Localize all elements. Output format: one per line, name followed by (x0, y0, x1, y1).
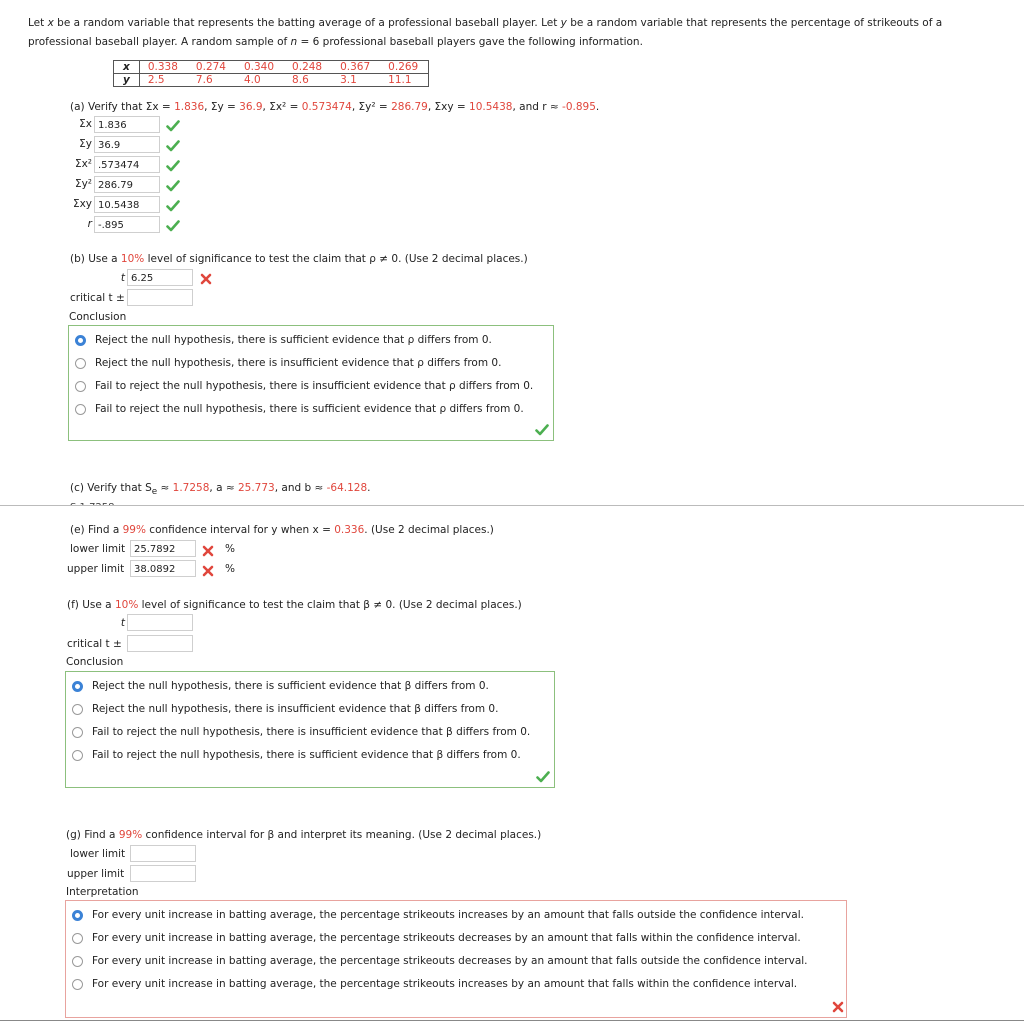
radio[interactable] (72, 727, 83, 738)
percent-unit: % (225, 563, 235, 575)
conclusion-option[interactable]: Fail to reject the null hypothesis, there is sufficient evidence that ρ differs from 0. (75, 401, 524, 417)
sum-x-label: Σx (79, 118, 92, 130)
conclusion-panel-f (65, 671, 555, 788)
x-cell: 0.340 (236, 61, 284, 74)
interpretation-option[interactable]: For every unit increase in batting average, the percentage strikeouts decreases by an amount that falls within the confidence interval. (72, 930, 801, 946)
bottom-divider (0, 1020, 1024, 1021)
part-f-question: (f) Use a 10% level of significance to test the claim that β ≠ 0. (Use 2 decimal places.) (67, 599, 522, 611)
interpretation-option[interactable]: For every unit increase in batting average, the percentage strikeouts decreases by an amount that falls outside the confidence interval. (72, 953, 808, 969)
t-label: t (120, 272, 125, 284)
check-icon (536, 770, 550, 784)
check-icon (166, 199, 180, 213)
radio[interactable] (72, 750, 83, 761)
part-a-question: (a) Verify that Σx = 1.836, Σy = 36.9, Σx² = 0.573474, Σy² = 286.79, Σxy = 10.5438, and r ≈ -0.895. (70, 101, 600, 113)
upper-limit-label: upper limit (67, 868, 125, 880)
lower-limit-input[interactable]: 25.7892 (130, 540, 196, 557)
interpretation-label: Interpretation (66, 886, 139, 898)
y-header: y (114, 74, 140, 87)
critical-t-input[interactable] (127, 289, 193, 306)
sum-xy-input[interactable]: 10.5438 (94, 196, 160, 213)
upper-limit-input[interactable] (130, 865, 196, 882)
lower-limit-input[interactable] (130, 845, 196, 862)
x-icon (832, 1001, 844, 1013)
check-icon (535, 423, 549, 437)
y-cell: 11.1 (380, 74, 429, 87)
x-cell: 0.367 (332, 61, 380, 74)
upper-limit-input[interactable]: 38.0892 (130, 560, 196, 577)
interpretation-option[interactable]: For every unit increase in batting average, the percentage strikeouts increases by an amount that falls outside the confidence interval. (72, 907, 804, 923)
conclusion-option[interactable]: Fail to reject the null hypothesis, there is insufficient evidence that β differs from 0. (72, 724, 530, 740)
part-c-question: (c) Verify that $S_e \approx 1.7258$, a ≈ 25.773, and b ≈ -64.128. (70, 482, 371, 498)
radio[interactable] (75, 358, 86, 369)
check-icon (166, 179, 180, 193)
sum-y-label: Σy (79, 138, 92, 150)
conclusion-option[interactable]: Reject the null hypothesis, there is insufficient evidence that β differs from 0. (72, 701, 498, 717)
y-cell: 4.0 (236, 74, 284, 87)
sum-y2-input[interactable]: 286.79 (94, 176, 160, 193)
y-row (114, 74, 429, 87)
radio-selected[interactable] (75, 335, 86, 346)
radio[interactable] (72, 956, 83, 967)
check-icon (166, 159, 180, 173)
upper-limit-label: upper limit (67, 563, 125, 575)
conclusion-option[interactable]: Reject the null hypothesis, there is sufficient evidence that ρ differs from 0. (75, 332, 492, 348)
part-b-question: (b) Use a 10% level of significance to test the claim that ρ ≠ 0. (Use 2 decimal places.) (70, 253, 528, 265)
sum-y2-label: Σy² (74, 178, 92, 190)
part-g-question: (g) Find a 99% confidence interval for β and interpret its meaning. (Use 2 decimal places.) (66, 829, 542, 841)
t-input[interactable] (127, 614, 193, 631)
radio[interactable] (75, 381, 86, 392)
y-cell: 3.1 (332, 74, 380, 87)
radio-selected[interactable] (72, 910, 83, 921)
critical-t-input[interactable] (127, 635, 193, 652)
critical-t-label: critical t ± (67, 638, 122, 650)
radio[interactable] (72, 979, 83, 990)
interpretation-option[interactable]: For every unit increase in batting average, the percentage strikeouts increases by an amount that falls within the confidence interval. (72, 976, 797, 992)
t-input[interactable]: 6.25 (127, 269, 193, 286)
data-table (113, 60, 429, 87)
x-header: x (114, 61, 140, 74)
lower-limit-label: lower limit (70, 543, 126, 555)
critical-t-label: critical t ± (70, 292, 125, 304)
x-icon (202, 565, 214, 577)
radio[interactable] (72, 704, 83, 715)
r-label: r (87, 218, 92, 230)
x-cell: 0.338 (139, 61, 188, 74)
check-icon (166, 119, 180, 133)
part-e-question: (e) Find a 99% confidence interval for y when x = 0.336. (Use 2 decimal places.) (70, 524, 494, 536)
r-input[interactable]: -.895 (94, 216, 160, 233)
x-cell: 0.274 (188, 61, 236, 74)
check-icon (166, 219, 180, 233)
lower-limit-label: lower limit (70, 848, 126, 860)
conclusion-label: Conclusion (69, 311, 127, 323)
y-cell: 2.5 (139, 74, 188, 87)
check-icon (166, 139, 180, 153)
y-cell: 7.6 (188, 74, 236, 87)
sum-x-input[interactable]: 1.836 (94, 116, 160, 133)
problem-intro: Let x be a random variable that represents the batting average of a professional baseball player. Let y be a random variable that represents the percentage of strikeouts of a professional baseball player. A random sample of n = 6 professional baseball players gave the following information. (28, 17, 943, 48)
y-cell: 8.6 (284, 74, 332, 87)
sum-y-input[interactable]: 36.9 (94, 136, 160, 153)
screenshot-seam (0, 505, 1024, 511)
conclusion-option[interactable]: Fail to reject the null hypothesis, there is insufficient evidence that ρ differs from 0. (75, 378, 533, 394)
interpretation-panel (65, 900, 847, 1018)
radio[interactable] (72, 933, 83, 944)
sum-x2-input[interactable]: .573474 (94, 156, 160, 173)
x-cell: 0.248 (284, 61, 332, 74)
conclusion-panel-b (68, 325, 554, 441)
conclusion-label: Conclusion (66, 656, 124, 668)
x-icon (200, 273, 212, 285)
x-cell: 0.269 (380, 61, 429, 74)
radio[interactable] (75, 404, 86, 415)
conclusion-option[interactable]: Fail to reject the null hypothesis, there is sufficient evidence that β differs from 0. (72, 747, 521, 763)
x-row (114, 61, 429, 74)
percent-unit: % (225, 543, 235, 555)
x-icon (202, 545, 214, 557)
conclusion-option[interactable]: Reject the null hypothesis, there is insufficient evidence that ρ differs from 0. (75, 355, 501, 371)
t-label: t (120, 617, 125, 629)
conclusion-option[interactable]: Reject the null hypothesis, there is sufficient evidence that β differs from 0. (72, 678, 489, 694)
sum-x2-label: Σx² (74, 158, 92, 170)
sum-xy-label: Σxy (72, 198, 92, 210)
radio-selected[interactable] (72, 681, 83, 692)
